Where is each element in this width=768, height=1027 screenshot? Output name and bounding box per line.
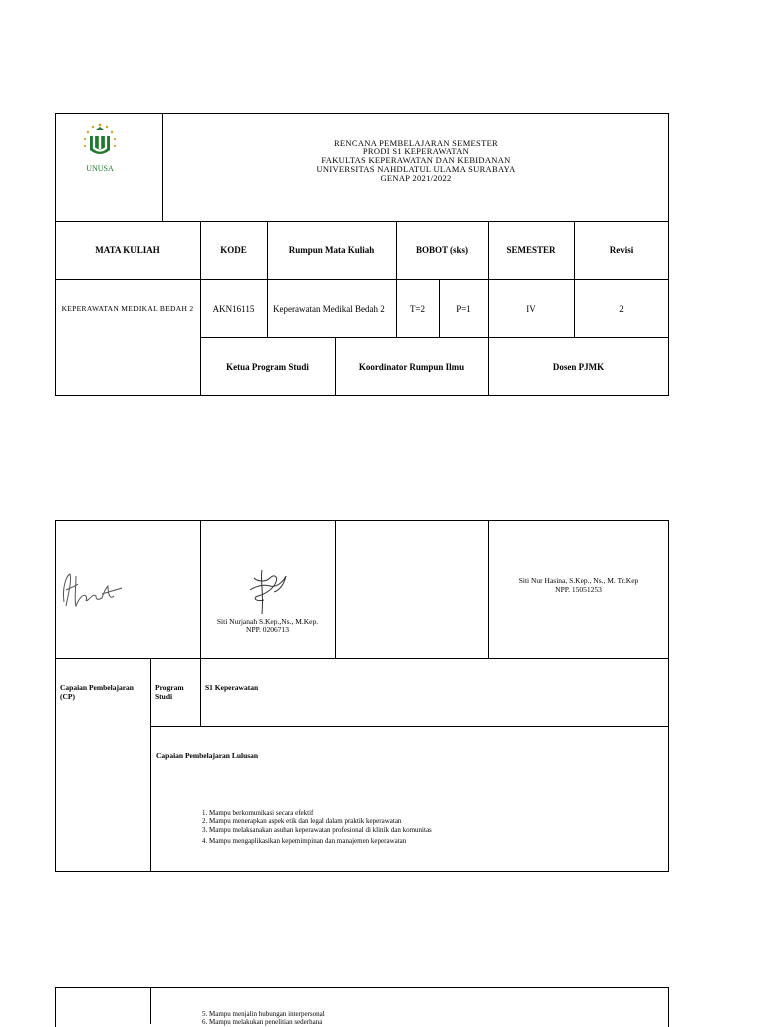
dosen-npp: NPP. 15051253 (555, 585, 602, 594)
faculty-title: FAKULTAS KEPERAWATAN DAN KEBIDANAN (321, 155, 511, 165)
header-rumpun: Rumpun Mata Kuliah (288, 245, 375, 255)
header-bobot: BOBOT (sks) (415, 245, 469, 255)
header-semester: SEMESTER (506, 245, 556, 255)
signature-kaprodi (240, 566, 292, 618)
cp-label: Capaian Pembelajaran (CP) (60, 683, 134, 701)
value-mata-kuliah: KEPERAWATAN MEDIKAL BEDAH 2 (61, 304, 194, 313)
sig-row-divider (55, 658, 669, 659)
handwritten-signature-icon (58, 566, 128, 614)
cp-continued-divider (150, 987, 151, 1024)
role-kaprodi: Ketua Program Studi (226, 362, 309, 372)
cpl-item: 2. Mampu menerapkan aspek etik dan legal dalam praktik keperawatan (202, 817, 402, 825)
sig-divider-1 (200, 520, 201, 658)
header-row-divider (55, 221, 669, 222)
cpl-item: 6. Mampu melakukan penelitian sederhana (202, 1018, 323, 1026)
dosen-name: Siti Nur Hasina, S.Kep., Ns., M. Tr.Kep (518, 576, 639, 585)
university-title: UNIVERSITAS NAHDLATUL ULAMA SURABAYA (316, 164, 516, 174)
kaprodi-name: Siti Nurjanah S.Kep.,Ns., M.Kep. (216, 617, 319, 626)
value-revisi: 2 (619, 304, 624, 314)
role-koordinator: Koordinator Rumpun Ilmu (358, 362, 465, 372)
role-dosen: Dosen PJMK (552, 362, 605, 372)
cpl-item: 5. Mampu menjalin hubungan interpersonal (202, 1010, 325, 1018)
cp-divider-2 (200, 658, 201, 726)
header-kode: KODE (220, 245, 247, 255)
cp-row-divider (150, 726, 669, 727)
value-kode: AKN16115 (212, 304, 255, 314)
handwritten-signature-icon (240, 566, 292, 618)
sig-divider-2 (335, 520, 336, 658)
signature-left (58, 566, 128, 614)
semester-period: GENAP 2021/2022 (380, 173, 452, 183)
prodi-title: PRODI S1 KEPERAWATAN (362, 146, 470, 156)
cp-divider-1 (150, 658, 151, 872)
program-studi-label: Program Studi (155, 683, 184, 701)
cpl-item: 4. Mampu mengaplikasikan kepemimpinan dan manajemen keperawatan (202, 837, 407, 845)
header-revisi: Revisi (609, 245, 634, 255)
rps-title: RENCANA PEMBELAJARAN SEMESTER (333, 138, 499, 148)
value-rumpun: Keperawatan Medikal Bedah 2 (273, 304, 385, 314)
row-divider-roles (200, 337, 669, 338)
value-bobot-t: T=2 (409, 304, 426, 314)
logo-text: UNUSA (86, 164, 114, 173)
row-divider-values (55, 279, 669, 280)
cpl-item: 3. Mampu melaksanakan asuhan keperawatan profesional di klinik dan komunitas (202, 826, 432, 834)
program-studi-value: S1 Keperawatan (205, 683, 259, 692)
cpl-item: 1. Mampu berkomunikasi secara efektif (202, 809, 314, 817)
value-bobot-p: P=1 (456, 304, 471, 314)
kaprodi-npp: NPP. 0206713 (246, 625, 289, 634)
value-semester: IV (526, 304, 536, 314)
header-mata-kuliah: MATA KULIAH (95, 245, 160, 255)
cpl-label: Capaian Pembelajaran Lulusan (156, 751, 259, 760)
